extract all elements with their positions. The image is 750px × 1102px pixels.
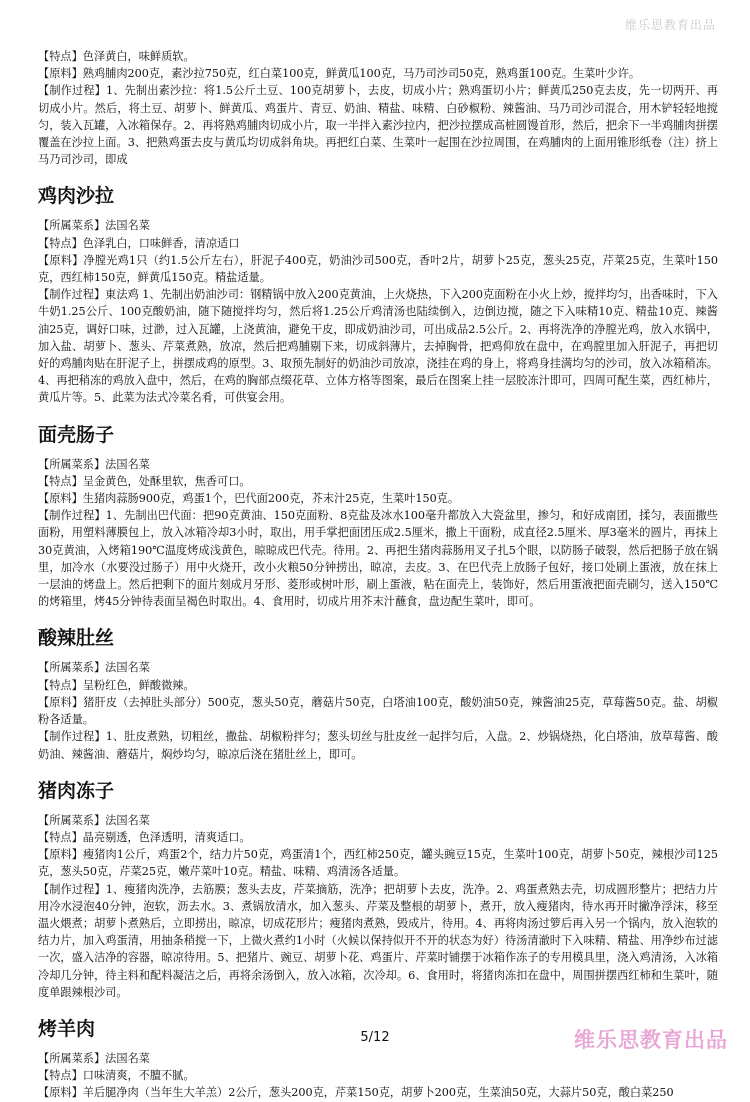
recipe-sections [38, 184, 718, 1101]
recipe-title: 面壳肠子 [38, 423, 115, 446]
field-text: 瘦猪肉1公斤，鸡蛋2个，结力片50克，鸡蛋清1个，西红柿250克，罐头豌豆15克，生菜叶100克，胡萝卜50克，辣根沙司125克，葱头50克，芹菜25克，嫩芹菜叶10克。精盐、味精、鸡清汤各适量。 [38, 848, 718, 879]
field-text: 口味清爽，不膻不腻。 [82, 1069, 195, 1083]
recipe-title: 酸辣肚丝 [38, 627, 115, 650]
recipe-field [38, 812, 718, 829]
recipe-field [38, 728, 718, 762]
recipe-section [38, 184, 718, 406]
recipe-field [38, 456, 718, 473]
field-text: 晶亮剔透，色泽透明，清爽适口。 [82, 830, 251, 844]
recipe-field [38, 217, 718, 234]
recipe-field [38, 235, 718, 252]
field-text: 法国名菜 [105, 457, 150, 471]
recipe-title: 猪肉冻子 [38, 779, 115, 802]
recipe-field [38, 490, 718, 507]
field-label: 【原料】 [38, 1086, 83, 1100]
field-label: 【制作过程】 [38, 730, 106, 744]
field-label: 【制作过程】 [38, 882, 106, 896]
field-label: 【制作过程】 [38, 509, 106, 523]
top-watermark: 维乐思教育出品 [624, 18, 716, 32]
intro-block [38, 48, 718, 168]
recipe-field [38, 473, 718, 490]
recipe-field [38, 48, 718, 65]
recipe-field [38, 1084, 718, 1101]
field-label: 【所属菜系】 [38, 661, 106, 675]
field-label: 【特点】 [38, 474, 83, 488]
recipe-field [38, 881, 718, 1001]
recipe-title: 烤羊肉 [38, 1017, 96, 1040]
field-label: 【原料】 [38, 253, 84, 267]
field-text: 法国名菜 [105, 219, 150, 233]
field-label: 【特点】 [38, 678, 83, 692]
recipe-section [38, 779, 718, 1001]
field-label: 【所属菜系】 [38, 457, 106, 471]
field-text: 净膛光鸡1只（约1.5公斤左右），肝泥子400克，奶油沙司500克，香叶2片，胡萝卜25克，葱头25克，芹菜25克，生菜叶150克，西红柿150克，鲜黄瓜150克。精盐适量。 [38, 253, 718, 285]
field-label: 【所属菜系】 [38, 813, 106, 827]
document-body [38, 48, 718, 1102]
recipe-field [38, 846, 718, 880]
recipe-field [38, 65, 718, 82]
field-text: 色泽黄白，味鲜质软。 [82, 50, 195, 63]
field-label: 【原料】 [38, 695, 84, 709]
recipe-field [38, 507, 718, 610]
field-text: 生猪肉蒜肠900克，鸡蛋1个，巴代面200克，芥末汁25克，生菜叶150克。 [82, 492, 460, 506]
recipe-field [38, 286, 718, 406]
field-label: 【特点】 [38, 236, 83, 250]
field-text: 法国名菜 [105, 1051, 150, 1065]
field-label: 【原料】 [38, 492, 83, 506]
field-label: 【所属菜系】 [38, 219, 106, 233]
recipe-field [38, 252, 718, 286]
field-label: 【制作过程】 [38, 288, 106, 302]
recipe-title: 鸡肉沙拉 [38, 185, 115, 208]
field-text: 法国名菜 [105, 813, 150, 827]
recipe-field [38, 677, 718, 694]
field-text: 1、先制出素沙拉：将1.5公斤土豆、100克胡萝卜，去皮，切成小片；熟鸡蛋切小片；鲜黄瓜250克去皮，先一切两开、再切成小片。然后，将土豆、胡萝卜、鲜黄瓜、鸡蛋片、青豆、奶油、精盐、味精、白砂椒粉、辣酱油、马乃司沙司混合，用木铲轻轻地搅匀，装入瓦罐，入冰箱保存。2、再将熟鸡脯肉切成小片，取一半拌入素沙拉内，把沙拉摆成高桩圆馒首形，然后，把余下一半鸡脯肉拼摆覆盖在沙拉上面。3、把熟鸡蛋去皮与黄瓜均切成斜角块。再把红白菜、生菜叶一起围在沙拉周围，在鸡脯肉的上面用锥形纸卷（注）挤上马乃司沙司，即成 [38, 84, 718, 167]
recipe-section [38, 626, 718, 762]
field-text: 1、瘦猪肉洗净，去筋膜；葱头去皮，芹菜摘筋，洗净；把胡萝卜去皮，洗净。2、鸡蛋煮熟去壳，切成圆形整片；把结力片用冷水浸泡40分钟，泡软，沥去水。3、煮锅放清水，加入葱头、芹菜及整根的胡萝卜，煮开，放入瘦猪肉，待水再开时撇净浮沫，移至温火煨煮；胡萝卜煮熟后，立即捞出，晾凉，切成花形片；瘦猪肉煮熟，毁成片，待用。4、再将肉汤过箩后再入另一个锅内，放入泡软的结力片，加入鸡蛋清，用抽条稍搅一下，上微火煮约1小时（火候以保持似开不开的状态为好）待汤清澈时下入味精、精盐、用净纱布过滤一次，盛入洁净的容器，晾凉待用。5、把猪片、豌豆、胡萝卜花、鸡蛋片、芹菜时铺摆于冰箱作冻子的专用模具里，浇入鸡清汤，入冰箱冷却几分钟，待主料和配料凝洁之后，再将余汤倒入，放入冰箱，次冷却。6、食用时，将猪肉冻扣在盘中，周围拼摆西红柿和生菜叶，随度单跟辣根沙司。 [38, 882, 718, 999]
recipe-field [38, 1067, 718, 1084]
field-text: 猪肝皮（去掉肚头部分）500克，葱头50克，蘑菇片50克，白塔油100克，酸奶油50克，辣酱油25克，草莓酱50克。盐、胡椒粉各适量。 [38, 695, 718, 727]
recipe-section [38, 423, 718, 611]
field-label: 【所属菜系】 [38, 1051, 106, 1065]
field-text: 1、先制出巴代面：把90克黄油、150克面粉、8克盐及冰水100毫升都放入大瓷盆里，掺匀，和好成南团，揉匀，表面撒些面粉，用塑料薄膜包上，放入冰箱冷却3小时，取出，用手掌把面团压成2.5厘米，撒上干面粉，成直径2.5厘米、厚3毫米的圆片，再抹上30克黄油，入烤箱190℃温度烤成浅黄色，晾晾成巴代壳。待用。2、再把生猪肉蒜肠用叉子扎5个眼，以防肠子破裂，然后把肠子放在锅里，加冷水（水要没过肠子）用中火烧开，改小火粮50分钟捞出，晾凉，去皮。3、在巴代壳上放肠子包好，接口处刷上蛋液，放在抹上一层油的烤盘上。然后把剩下的面片刻成月牙形、菱形或树叶形，刷上蛋液，粘在面壳上，装饰好，然后用蛋液把面壳刷匀，送入150℃的烤箱里，烤45分钟待表面呈褐色时取出。4、食用时，切成片用芥末汁蘸食，盘边配生菜叶，即可。 [38, 509, 718, 609]
field-text: 羊后腿净肉（当年生大羊羔）2公斤，葱头200克，芹菜150克，胡萝卜200克，生菜油50克，大蒜片50克，酸白菜250 [82, 1086, 674, 1100]
recipe-field [38, 659, 718, 676]
brand-watermark: 维乐思教育出品 [574, 1028, 728, 1052]
field-label: 【特点】 [38, 1069, 83, 1083]
field-label: 【特点】 [38, 830, 83, 844]
field-label: 【原料】 [38, 848, 84, 862]
field-label: 【原料】 [38, 67, 83, 81]
field-text: 呈金黄色，处酥里软，焦香可口。 [82, 474, 251, 488]
field-text: 熟鸡脯肉200克，素沙拉750克，红白菜100克，鲜黄瓜100克，马乃司沙司50克，熟鸡蛋100克。生菜叶少许。 [82, 67, 641, 81]
recipe-field [38, 82, 718, 168]
page-number: 5/12 [360, 1030, 390, 1045]
field-label: 【特点】 [38, 50, 83, 63]
field-text: 法国名菜 [105, 661, 150, 675]
field-text: 1、肚皮煮熟，切粗丝，撒盐、胡椒粉拌匀；葱头切丝与肚皮丝一起拌匀后，入盘。2、炒锅烧热，化白塔油，放草莓酱、酸奶油、辣酱油、蘑菇片，焖炒均匀，晾凉后浇在猪肚丝上，即可。 [38, 730, 718, 761]
field-text: 東法鸡 1、先制出奶油沙司：钢精锅中放入200克黄油，上火烧热，下入200克面粉在小火上炒，搅拌均匀，出香味时，下入牛奶1.25公斤、100克酸奶油，随下随搅拌均匀，然后将1.25公斤鸡清汤也陆续倒入，边倒边搅，随之下入味精10克、精盐10克、辣酱油25克，调好口味，过渺，过入瓦罐，上浇黄油，避免干皮，即成奶油沙司，可出成品2.5公斤。2、再将洗净的净膛光鸡，放入水锅中，加入盐、胡萝卜、葱头、芹菜煮熟，放凉，然后把鸡脯剔下来，切成斜薄片，去掉胸骨，把鸡仰放在盘中，在鸡膛里加入肝泥子，再把切好的鸡脯肉贴在肝泥子上，拼摆成鸡的原型。3、取预先制好的奶油沙司放凉，浇挂在鸡的身上，将鸡身挂满均匀的沙司，放入冰箱稍冻。4、再把稍冻的鸡放入盘中，然后，在鸡的胸部点缀花草、立体方格等图案，最后在图案上挂一层胶冻汁即可，四周可配生菜，西红柿片，黄瓜片等。5、此菜为法式冷菜名肴，可供宴会用。 [38, 288, 718, 405]
recipe-field [38, 694, 718, 728]
field-label: 【制作过程】 [38, 84, 106, 98]
field-text: 色泽乳白，口味鲜香，清凉适口 [82, 236, 240, 250]
field-text: 呈粉红色，鲜酸微辣。 [82, 678, 195, 692]
recipe-field [38, 829, 718, 846]
